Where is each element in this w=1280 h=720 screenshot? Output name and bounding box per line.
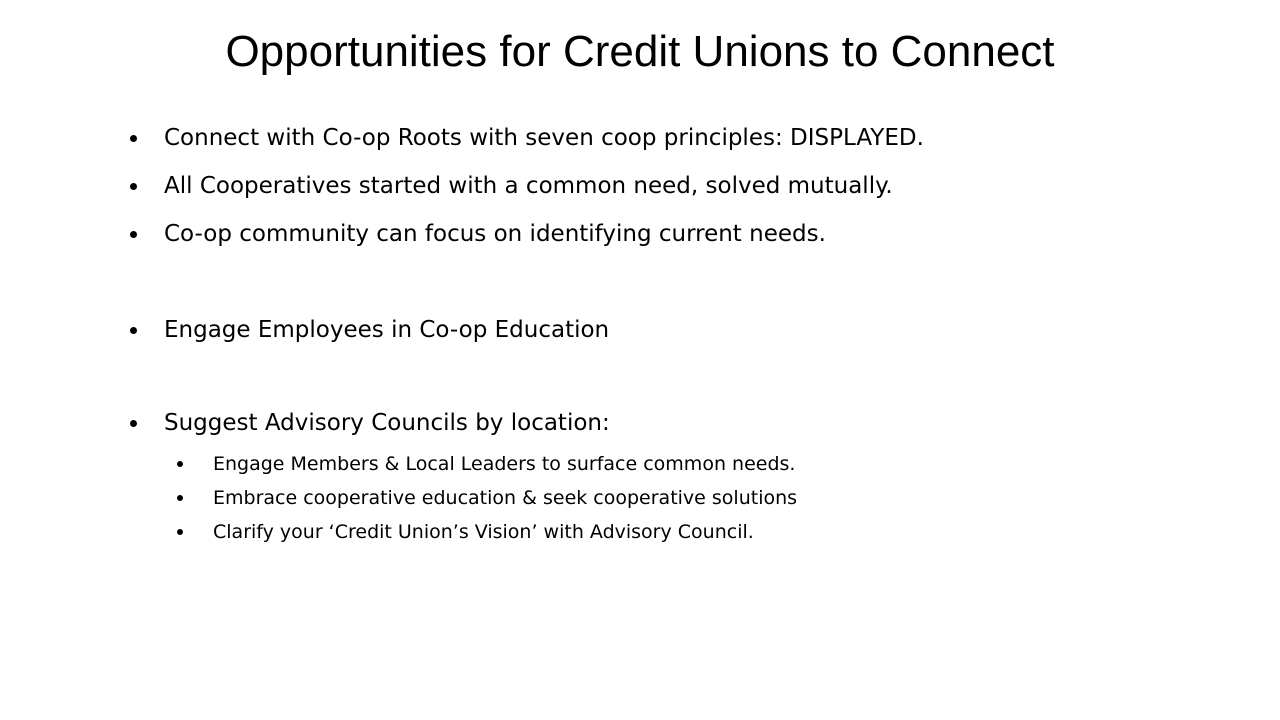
sub-bullet-text: Embrace cooperative education & seek cooperative solutions [213,487,798,509]
bullet-text: All Cooperatives started with a common need, solved mutually. [164,173,893,199]
sub-bullet-item [213,485,797,511]
sub-bullet-dot-icon [177,495,183,501]
bullet-item [164,408,610,438]
sub-bullet-dot-icon [177,529,183,535]
sub-bullet-item [213,451,795,477]
bullet-dot-icon [130,420,137,427]
bullet-item [164,219,826,249]
sub-bullet-text: Engage Members & Local Leaders to surface common needs. [213,453,796,475]
bullet-text: Co-op community can focus on identifying current needs. [164,221,826,247]
bullet-dot-icon [130,327,137,334]
bullet-dot-icon [130,183,137,190]
sub-bullet-text: Clarify your ‘Credit Union’s Vision’ with Advisory Council. [213,521,754,543]
bullet-text: Connect with Co-op Roots with seven coop principles: DISPLAYED. [164,125,924,151]
bullet-text: Engage Employees in Co-op Education [164,317,610,343]
bullet-item [164,315,609,345]
sub-bullet-item [213,519,754,545]
bullet-dot-icon [130,135,137,142]
slide-title: Opportunities for Credit Unions to Connect [225,27,1055,76]
bullet-text: Suggest Advisory Councils by location: [164,410,610,436]
sub-bullet-dot-icon [177,461,183,467]
bullet-item [164,123,924,153]
bullet-item [164,171,893,201]
bullet-dot-icon [130,231,137,238]
